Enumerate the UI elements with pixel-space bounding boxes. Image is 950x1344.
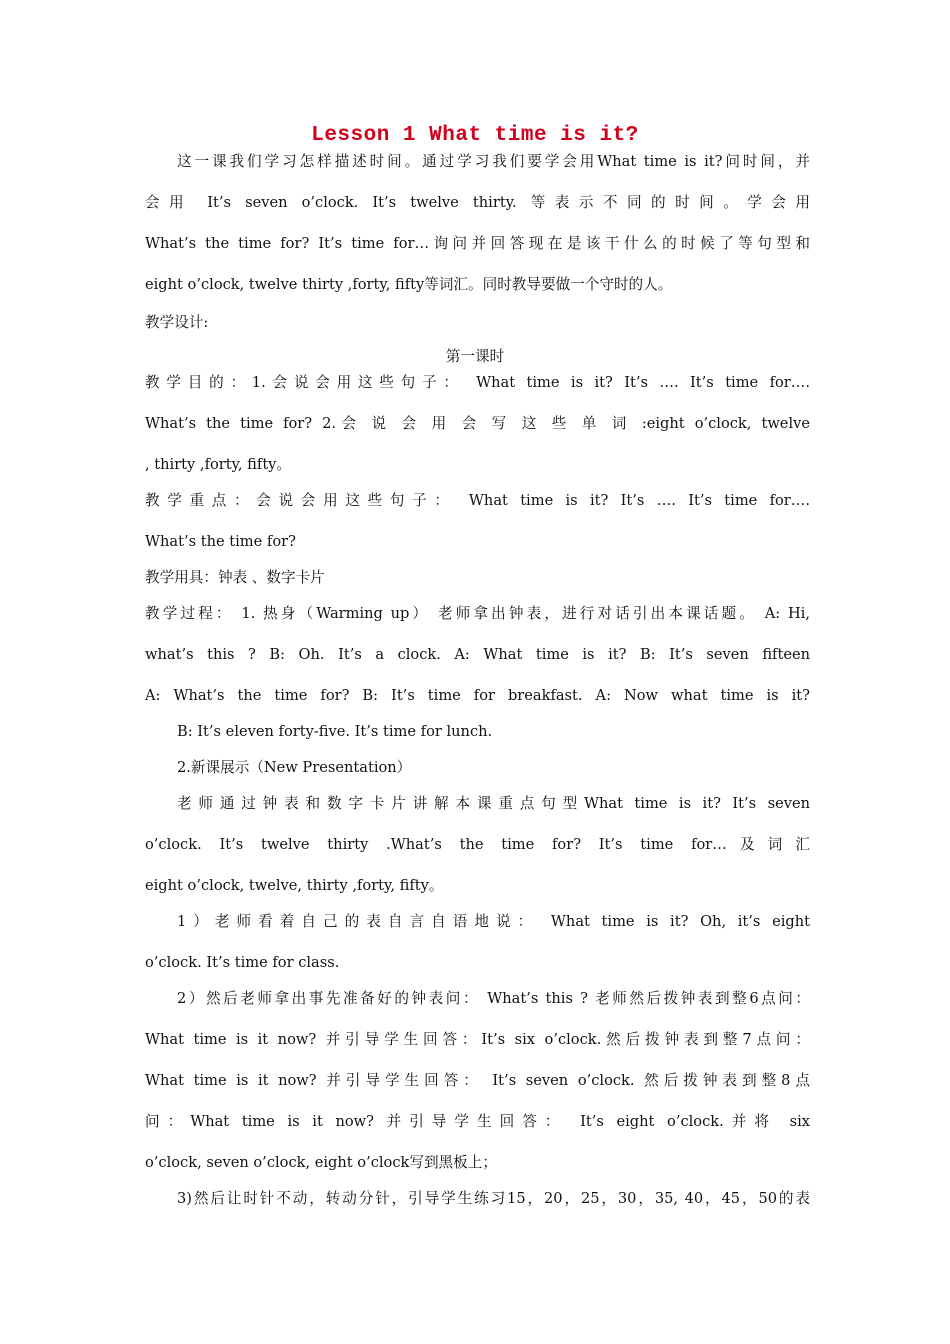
intro-line-1: 这一课我们学习怎样描述时间。通过学习我们要学会用What time is it?问时间，并 bbox=[177, 153, 810, 170]
process-line-2: what’s this ? B: Oh. It’s a clock. A: What time is it? B: It’s seven fifteen bbox=[145, 646, 810, 663]
presentation-line-1: 老师通过钟表和数字卡片讲解本课重点句型What time is it? It’s seven bbox=[177, 795, 810, 812]
process-line-1: 教学过程： 1. 热身（Warming up） 老师拿出钟表，进行对话引出本课话题。 A: Hi, bbox=[145, 605, 810, 622]
first-lesson-heading: 第一课时 bbox=[445, 348, 505, 365]
intro-line-3: What’s the time for? It’s time for…询问并回答现在是该干什么的时候了等句型和 bbox=[145, 235, 810, 252]
intro-line-4: eight o’clock, twelve thirty ,forty, fifty等词汇。同时教导要做一个守时的人。 bbox=[145, 276, 673, 293]
step-1-line-2: o’clock. It’s time for class. bbox=[145, 954, 340, 971]
step-2-line-4: 问：What time is it now? 并引导学生回答： It’s eight o’clock.并将 six bbox=[145, 1113, 810, 1130]
intro-line-2: 会用 It’s seven o’clock. It’s twelve thirty. 等表示不同的时间。学会用 bbox=[145, 194, 810, 211]
step-3-line-1: 3)然后让时针不动，转动分针，引导学生练习15，20，25，30，35, 40，45，50的表 bbox=[177, 1190, 810, 1207]
objectives-line-3: , thirty ,forty, fifty。 bbox=[145, 456, 292, 473]
lesson-title: Lesson 1 What time is it? bbox=[311, 124, 639, 147]
presentation-line-3: eight o’clock, twelve, thirty ,forty, fifty。 bbox=[145, 877, 444, 894]
objectives-line-2: What’s the time for? 2.会 说 会 用 会 写 这 些 单 词 :eight o’clock, twelve bbox=[145, 415, 810, 432]
key-points-line-1: 教学重点：会说会用这些句子： What time is it? It’s …. It’s time for…. bbox=[145, 492, 810, 509]
step-2-line-3: What time is it now? 并引导学生回答： It’s seven o’clock. 然后拨钟表到整8点 bbox=[145, 1072, 810, 1089]
step-2-line-2: What time is it now? 并引导学生回答：It’s six o’clock.然后拨钟表到整7点问： bbox=[145, 1031, 810, 1048]
teaching-aids-line: 教学用具：钟表 、数字卡片 bbox=[145, 569, 325, 586]
key-points-line-2: What’s the time for? bbox=[145, 533, 296, 550]
step-2-line-1: 2）然后老师拿出事先准备好的钟表问： What’s this ? 老师然后拨钟表到整6点问： bbox=[177, 990, 810, 1007]
objectives-line-1: 教学目的：1.会说会用这些句子： What time is it? It’s …. It’s time for…. bbox=[145, 374, 810, 391]
presentation-heading: 2.新课展示（New Presentation） bbox=[177, 759, 412, 776]
process-line-4: B: It’s eleven forty-five. It’s time for lunch. bbox=[177, 723, 493, 740]
process-line-3: A: What’s the time for? B: It’s time for breakfast. A: Now what time is it? bbox=[145, 687, 810, 704]
step-1-line-1: 1）老师看着自己的表自言自语地说： What time is it? Oh, it’s eight bbox=[177, 913, 810, 930]
teaching-design-heading: 教学设计: bbox=[145, 314, 209, 331]
presentation-line-2: o’clock. It’s twelve thirty .What’s the time for? It’s time for…及词汇 bbox=[145, 836, 810, 853]
step-2-line-5: o’clock, seven o’clock, eight o’clock写到黑板上； bbox=[145, 1154, 497, 1171]
